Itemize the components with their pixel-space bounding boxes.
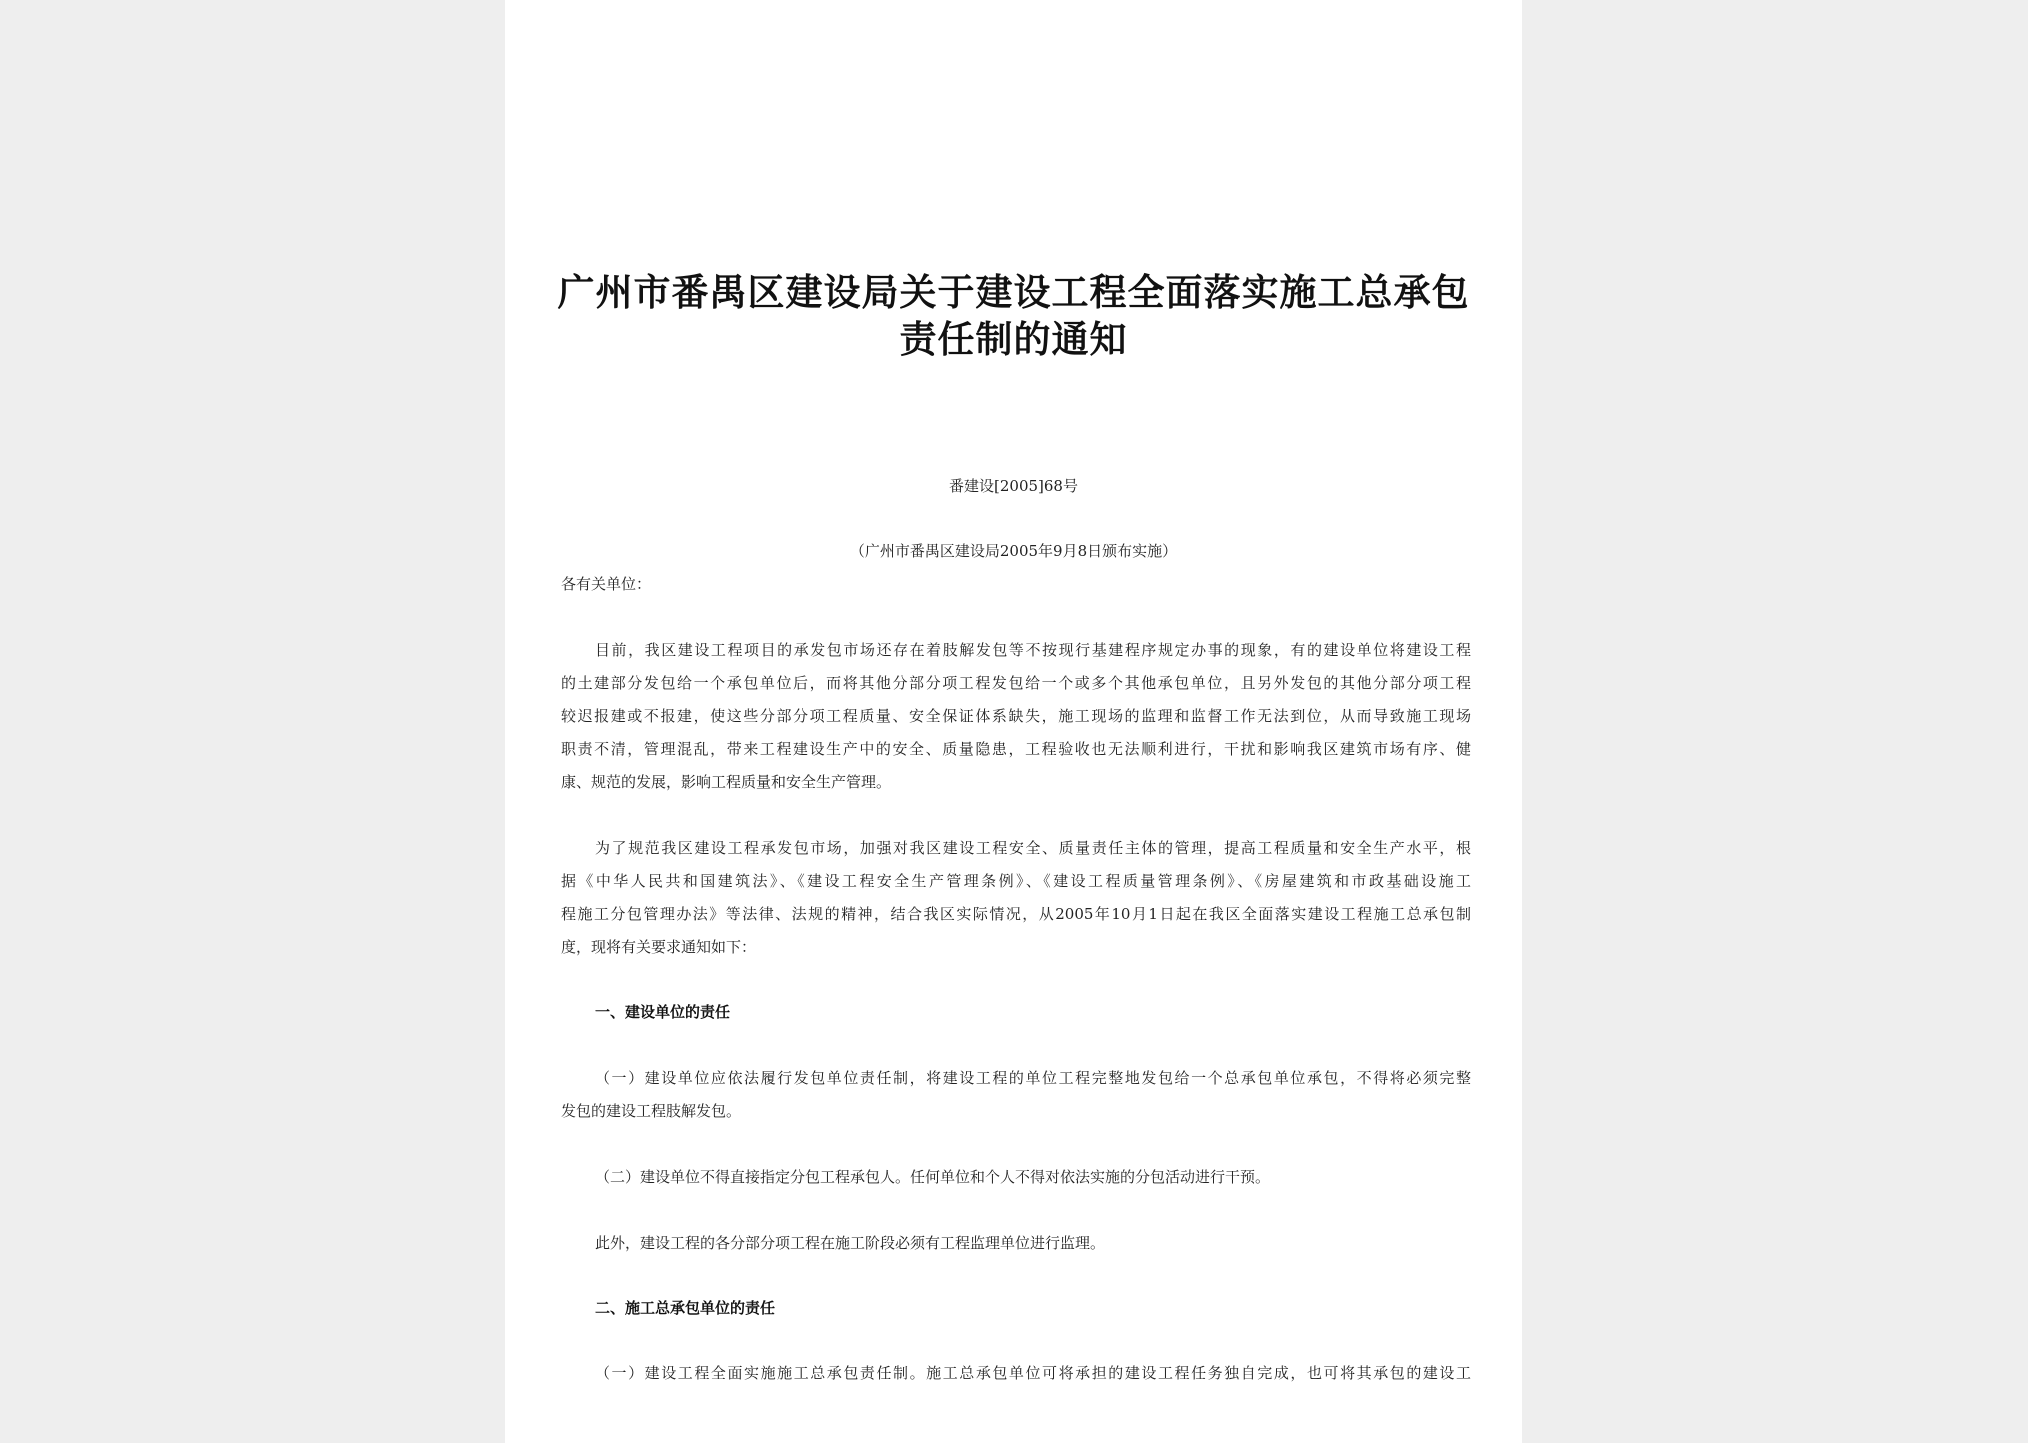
- document-page: [505, 0, 1522, 1443]
- paragraph-1-line: 较迟报建或不报建，使这些分部分项工程质量、安全保证体系缺失，施工现场的监理和监督工作无法到位，从而导致施工现场: [561, 707, 1471, 725]
- paragraph-2-line: 据《中华人民共和国建筑法》、《建设工程安全生产管理条例》、《建设工程质量管理条例》、《房屋建筑和市政基础设施工: [561, 872, 1471, 890]
- paragraph-2-line: 程施工分包管理办法》等法律、法规的精神，结合我区实际情况，从2005年10月1日起在我区全面落实建设工程施工总承包制: [561, 905, 1471, 923]
- document-title-line-2: 责任制的通知: [899, 318, 1128, 361]
- paragraph-1-line: 的土建部分发包给一个承包单位后，而将其他分部分项工程发包给一个或多个其他承包单位，且另外发包的其他分部分项工程: [561, 674, 1471, 692]
- note-1: 此外，建设工程的各分部分项工程在施工阶段必须有工程监理单位进行监理。: [595, 1234, 1106, 1252]
- paragraph-1-line: 职责不清，管理混乱，带来工程建设生产中的安全、质量隐患，工程验收也无法顺利进行，干扰和影响我区建筑市场有序、健: [561, 740, 1471, 758]
- item-1-2: （二）建设单位不得直接指定分包工程承包人。任何单位和个人不得对依法实施的分包活动进行干预。: [595, 1168, 1271, 1186]
- paragraph-2-line: 为了规范我区建设工程承发包市场，加强对我区建设工程安全、质量责任主体的管理，提高工程质量和安全生产水平，根: [595, 839, 1471, 857]
- section-heading-2: 二、施工总承包单位的责任: [595, 1299, 776, 1317]
- paragraph-1-line: 康、规范的发展，影响工程质量和安全生产管理。: [561, 773, 892, 791]
- item-1-1-line: （一）建设单位应依法履行发包单位责任制，将建设工程的单位工程完整地发包给一个总承包单位承包，不得将必须完整: [595, 1069, 1471, 1087]
- document-number: 番建设[2005]68号: [949, 477, 1078, 495]
- issue-note: （广州市番禺区建设局2005年9月8日颁布实施）: [849, 542, 1178, 560]
- item-2-1-line: （一）建设工程全面实施施工总承包责任制。施工总承包单位可将承担的建设工程任务独自完成，也可将其承包的建设工: [595, 1364, 1471, 1382]
- section-heading-1: 一、建设单位的责任: [595, 1003, 731, 1021]
- paragraph-2-line: 度，现将有关要求通知如下：: [561, 938, 757, 956]
- paragraph-1-line: 目前，我区建设工程项目的承发包市场还存在着肢解发包等不按现行基建程序规定办事的现象，有的建设单位将建设工程: [595, 641, 1471, 659]
- document-title-line-1: 广州市番禺区建设局关于建设工程全面落实施工总承包: [557, 271, 1470, 314]
- item-1-1-line: 发包的建设工程肢解发包。: [561, 1102, 742, 1120]
- salutation: 各有关单位：: [561, 575, 652, 593]
